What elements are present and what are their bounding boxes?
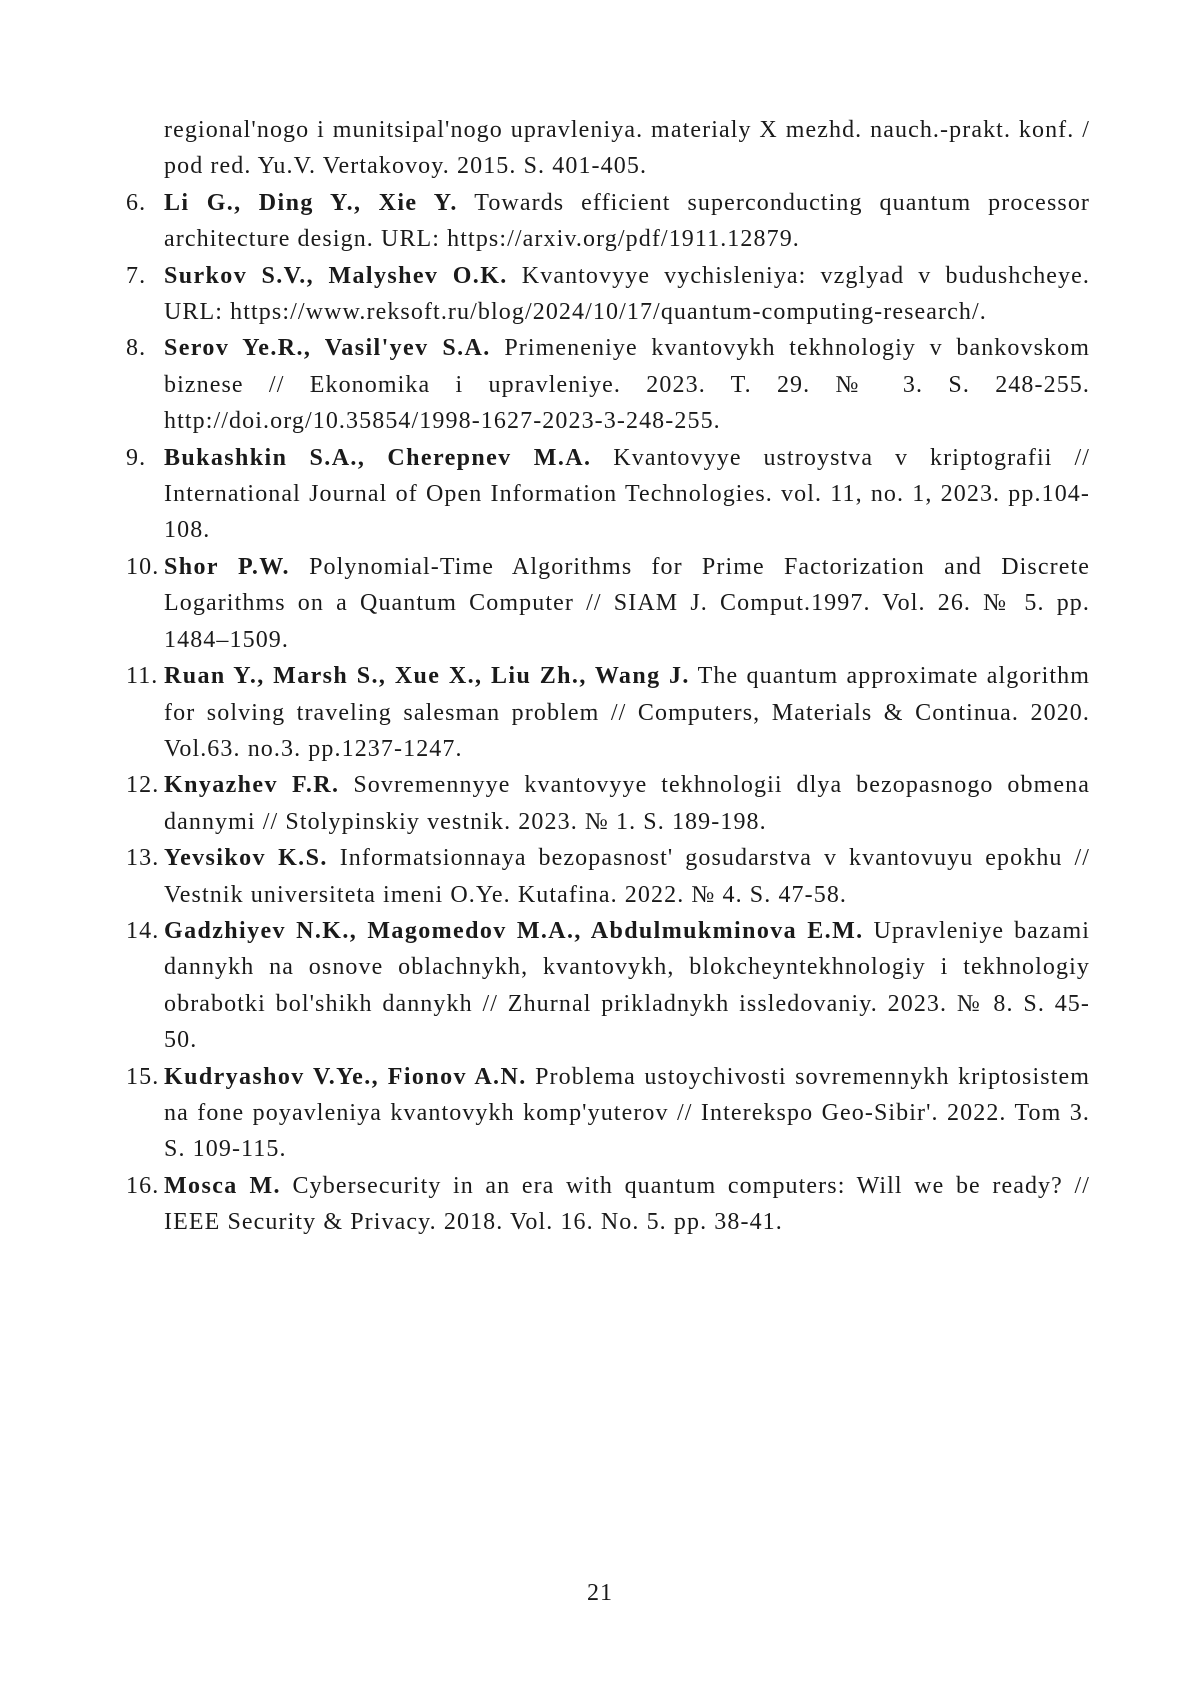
reference-item — [126, 658, 1090, 767]
reference-number: 14. — [126, 917, 160, 944]
reference-authors: Serov Ye.R., Vasil'yev S.A. — [164, 335, 491, 362]
reference-text: The quantum approximate algorithm for solving traveling salesman problem // Computers, Materials & Continua. 2020. Vol.63. no.3. pp.1237-1247. — [164, 663, 1090, 762]
reference-item — [126, 185, 1090, 258]
reference-number: 11. — [126, 663, 159, 690]
reference-text: Kvantovyye vychisleniya: vzglyad v budushcheye. URL: https://www.reksoft.ru/blog/2024/10/17/quantum-computing-research/. — [164, 262, 1091, 326]
reference-text: Problema ustoychivosti sovremennykh kriptosistem na fone poyavleniya kvantovykh komp'yuterov // Interekspo Geo-Sibir'. 2022. Tom 3. S. 109-115. — [164, 1063, 1090, 1163]
reference-item — [126, 1059, 1090, 1168]
reference-number: 12. — [126, 772, 160, 799]
reference-item — [126, 840, 1090, 913]
reference-authors: Li G., Ding Y., Xie Y. — [164, 189, 458, 216]
reference-item — [126, 1168, 1090, 1241]
reference-text: Informatsionnaya bezopasnost' gosudarstva v kvantovuyu epokhu // Vestnik universiteta imeni O.Ye. Kutafina. 2022. № 4. S. 47-58. — [164, 845, 1091, 908]
reference-text: Primeneniye kvantovykh tekhnologiy v bankovskom biznese // Ekonomika i upravleniye. 2023. T. 29. № 3. S. 248-255. http://doi.org/10.35854/1998-1627-2023-3-248-255. — [164, 335, 1091, 435]
reference-item — [126, 549, 1090, 658]
reference-number: 9. — [126, 444, 147, 471]
reference-body — [164, 913, 1090, 1059]
reference-authors: Bukashkin S.A., Cherepnev M.A. — [164, 444, 592, 471]
reference-text: Upravleniye bazami dannykh na osnove oblachnykh, kvantovykh, blokcheyntekhnologiy i tekhnologiy obrabotki bol'shikh dannykh // Zhurnal prikladnykh issledovaniy. 2023. № 8. S. 45-50. — [164, 917, 1090, 1054]
reference-number: 16. — [126, 1172, 160, 1199]
reference-body — [164, 840, 1090, 913]
reference-body — [164, 258, 1090, 331]
reference-body — [164, 549, 1090, 658]
reference-item — [126, 330, 1090, 439]
reference-item — [126, 440, 1090, 549]
reference-number: 13. — [126, 845, 160, 872]
reference-text: Polynomial-Time Algorithms for Prime Factorization and Discrete Logarithms on a Quantum Computer // SIAM J. Comput.1997. Vol. 26. № 5. pp. 1484–1509. — [164, 553, 1090, 653]
reference-item — [126, 258, 1090, 331]
reference-authors: Ruan Y., Marsh S., Xue X., Liu Zh., Wang J. — [164, 663, 690, 690]
reference-number: 7. — [126, 262, 147, 289]
reference-continuation — [126, 112, 1090, 185]
reference-item — [126, 767, 1090, 840]
reference-body — [164, 1059, 1090, 1168]
reference-body — [164, 185, 1090, 258]
page-number: 21 — [587, 1580, 613, 1606]
reference-item — [126, 913, 1090, 1059]
reference-authors: Mosca M. — [164, 1172, 281, 1199]
reference-authors: Gadzhiyev N.K., Magomedov M.A., Abdulmukminova E.M. — [164, 917, 864, 944]
reference-authors: Surkov S.V., Malyshev O.K. — [164, 262, 508, 289]
reference-number: 15. — [126, 1063, 160, 1090]
reference-number — [126, 112, 164, 185]
reference-body — [164, 1168, 1090, 1241]
reference-authors: Yevsikov K.S. — [164, 845, 328, 872]
reference-text: Kvantovyye ustroystva v kriptografii // International Journal of Open Information Technologies. vol. 11, no. 1, 2023. pp.104-108. — [164, 444, 1090, 544]
reference-body — [164, 440, 1090, 549]
reference-text: Cybersecurity in an era with quantum computers: Will we be ready? // IEEE Security & Privacy. 2018. Vol. 16. No. 5. pp. 38-41. — [164, 1172, 1090, 1236]
reference-authors: Shor P.W. — [164, 553, 290, 580]
reference-body — [164, 330, 1090, 439]
reference-body — [164, 658, 1090, 767]
reference-list — [126, 112, 1090, 1241]
reference-text: Sovremennyye kvantovyye tekhnologii dlya bezopasnogo obmena dannymi // Stolypinskiy vestnik. 2023. № 1. S. 189-198. — [164, 772, 1090, 835]
reference-authors: Kudryashov V.Ye., Fionov A.N. — [164, 1063, 527, 1090]
reference-text: Towards efficient superconducting quantum processor architecture design. URL: https://arxiv.org/pdf/1911.12879. — [164, 189, 1091, 253]
reference-text: regional'nogo i munitsipal'nogo upravleniya. materialy X mezhd. nauch.-prakt. konf. / pod red. Yu.V. Vertakovoy. 2015. S. 401-405. — [164, 117, 1090, 180]
reference-body — [164, 767, 1090, 840]
reference-number: 6. — [126, 189, 147, 216]
reference-number: 10. — [126, 553, 160, 580]
reference-authors: Knyazhev F.R. — [164, 772, 340, 799]
reference-number: 8. — [126, 335, 147, 362]
